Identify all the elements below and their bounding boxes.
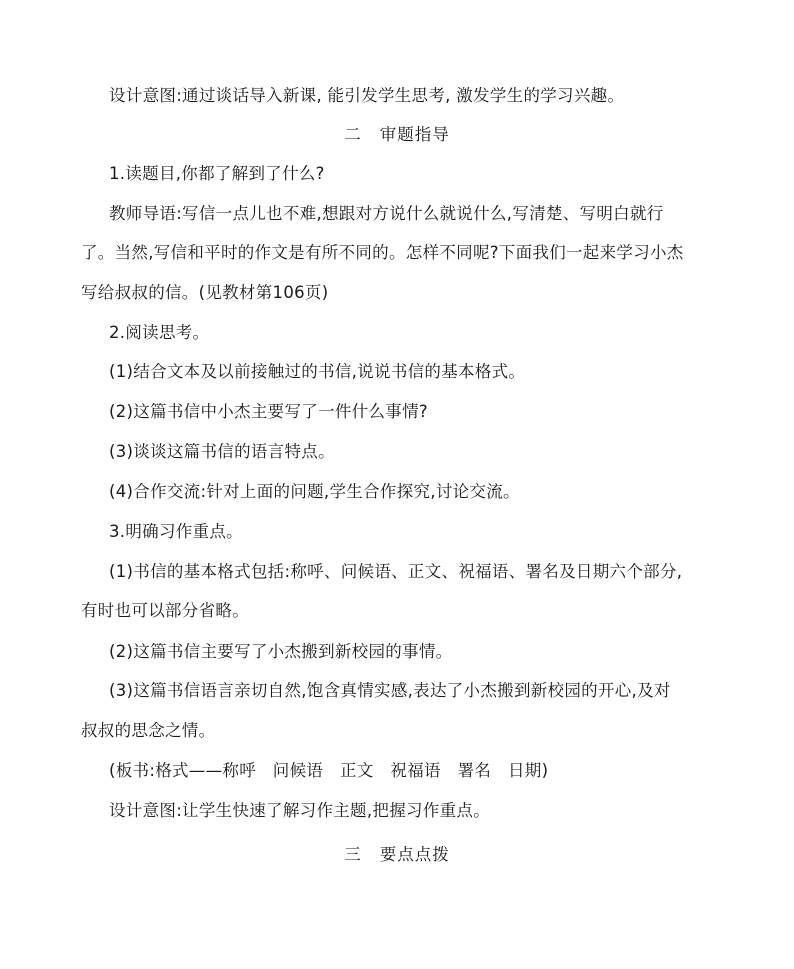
question-1: 1.读题目,你都了解到了什么? bbox=[109, 164, 325, 183]
answer-1-line-1: (1)书信的基本格式包括:称呼、问候语、正文、祝福语、署名及日期六个部分, bbox=[109, 562, 683, 581]
answer-3-line-1: (3)这篇书信语言亲切自然,饱含真情实感,表达了小杰搬到新校园的开心,及对 bbox=[109, 681, 671, 700]
teacher-guide-line-2: 了。当然,写信和平时的作文是有所不同的。怎样不同呢?下面我们一起来学习小杰 bbox=[81, 243, 684, 262]
teacher-guide-line-3: 写给叔叔的信。(见教材第106页) bbox=[81, 283, 329, 302]
answer-3-line-2: 叔叔的思念之情。 bbox=[81, 721, 216, 740]
answer-1-line-2: 有时也可以部分省略。 bbox=[81, 601, 249, 620]
question-3: 3.明确习作重点。 bbox=[109, 522, 243, 541]
design-intent-paragraph-2: 设计意图:让学生快速了解习作主题,把握习作重点。 bbox=[109, 801, 491, 820]
question-2-item-1: (1)结合文本及以前接触过的书信,说说书信的基本格式。 bbox=[109, 362, 526, 381]
section-heading-key-points bbox=[0, 843, 794, 867]
question-2: 2.阅读思考。 bbox=[109, 323, 210, 342]
section-heading-review-guidance bbox=[0, 123, 794, 147]
section-title: 审题指导 bbox=[379, 125, 450, 144]
question-2-item-4: (4)合作交流:针对上面的问题,学生合作探究,讨论交流。 bbox=[109, 482, 520, 501]
section-number: 二 bbox=[344, 125, 362, 144]
question-2-item-2: (2)这篇书信中小杰主要写了一件什么事情? bbox=[109, 402, 428, 421]
teacher-guide-line-1: 教师导语:写信一点儿也不难,想跟对方说什么就说什么,写清楚、写明白就行 bbox=[109, 204, 664, 223]
answer-2: (2)这篇书信主要写了小杰搬到新校园的事情。 bbox=[109, 642, 453, 661]
blackboard-notes: (板书:格式——称呼 问候语 正文 祝福语 署名 日期) bbox=[109, 761, 549, 780]
question-2-item-3: (3)谈谈这篇书信的语言特点。 bbox=[109, 442, 335, 461]
section-number: 三 bbox=[344, 845, 362, 864]
design-intent-paragraph: 设计意图:通过谈话导入新课, 能引发学生思考, 激发学生的学习兴趣。 bbox=[109, 86, 625, 105]
section-title: 要点点拨 bbox=[379, 845, 450, 864]
